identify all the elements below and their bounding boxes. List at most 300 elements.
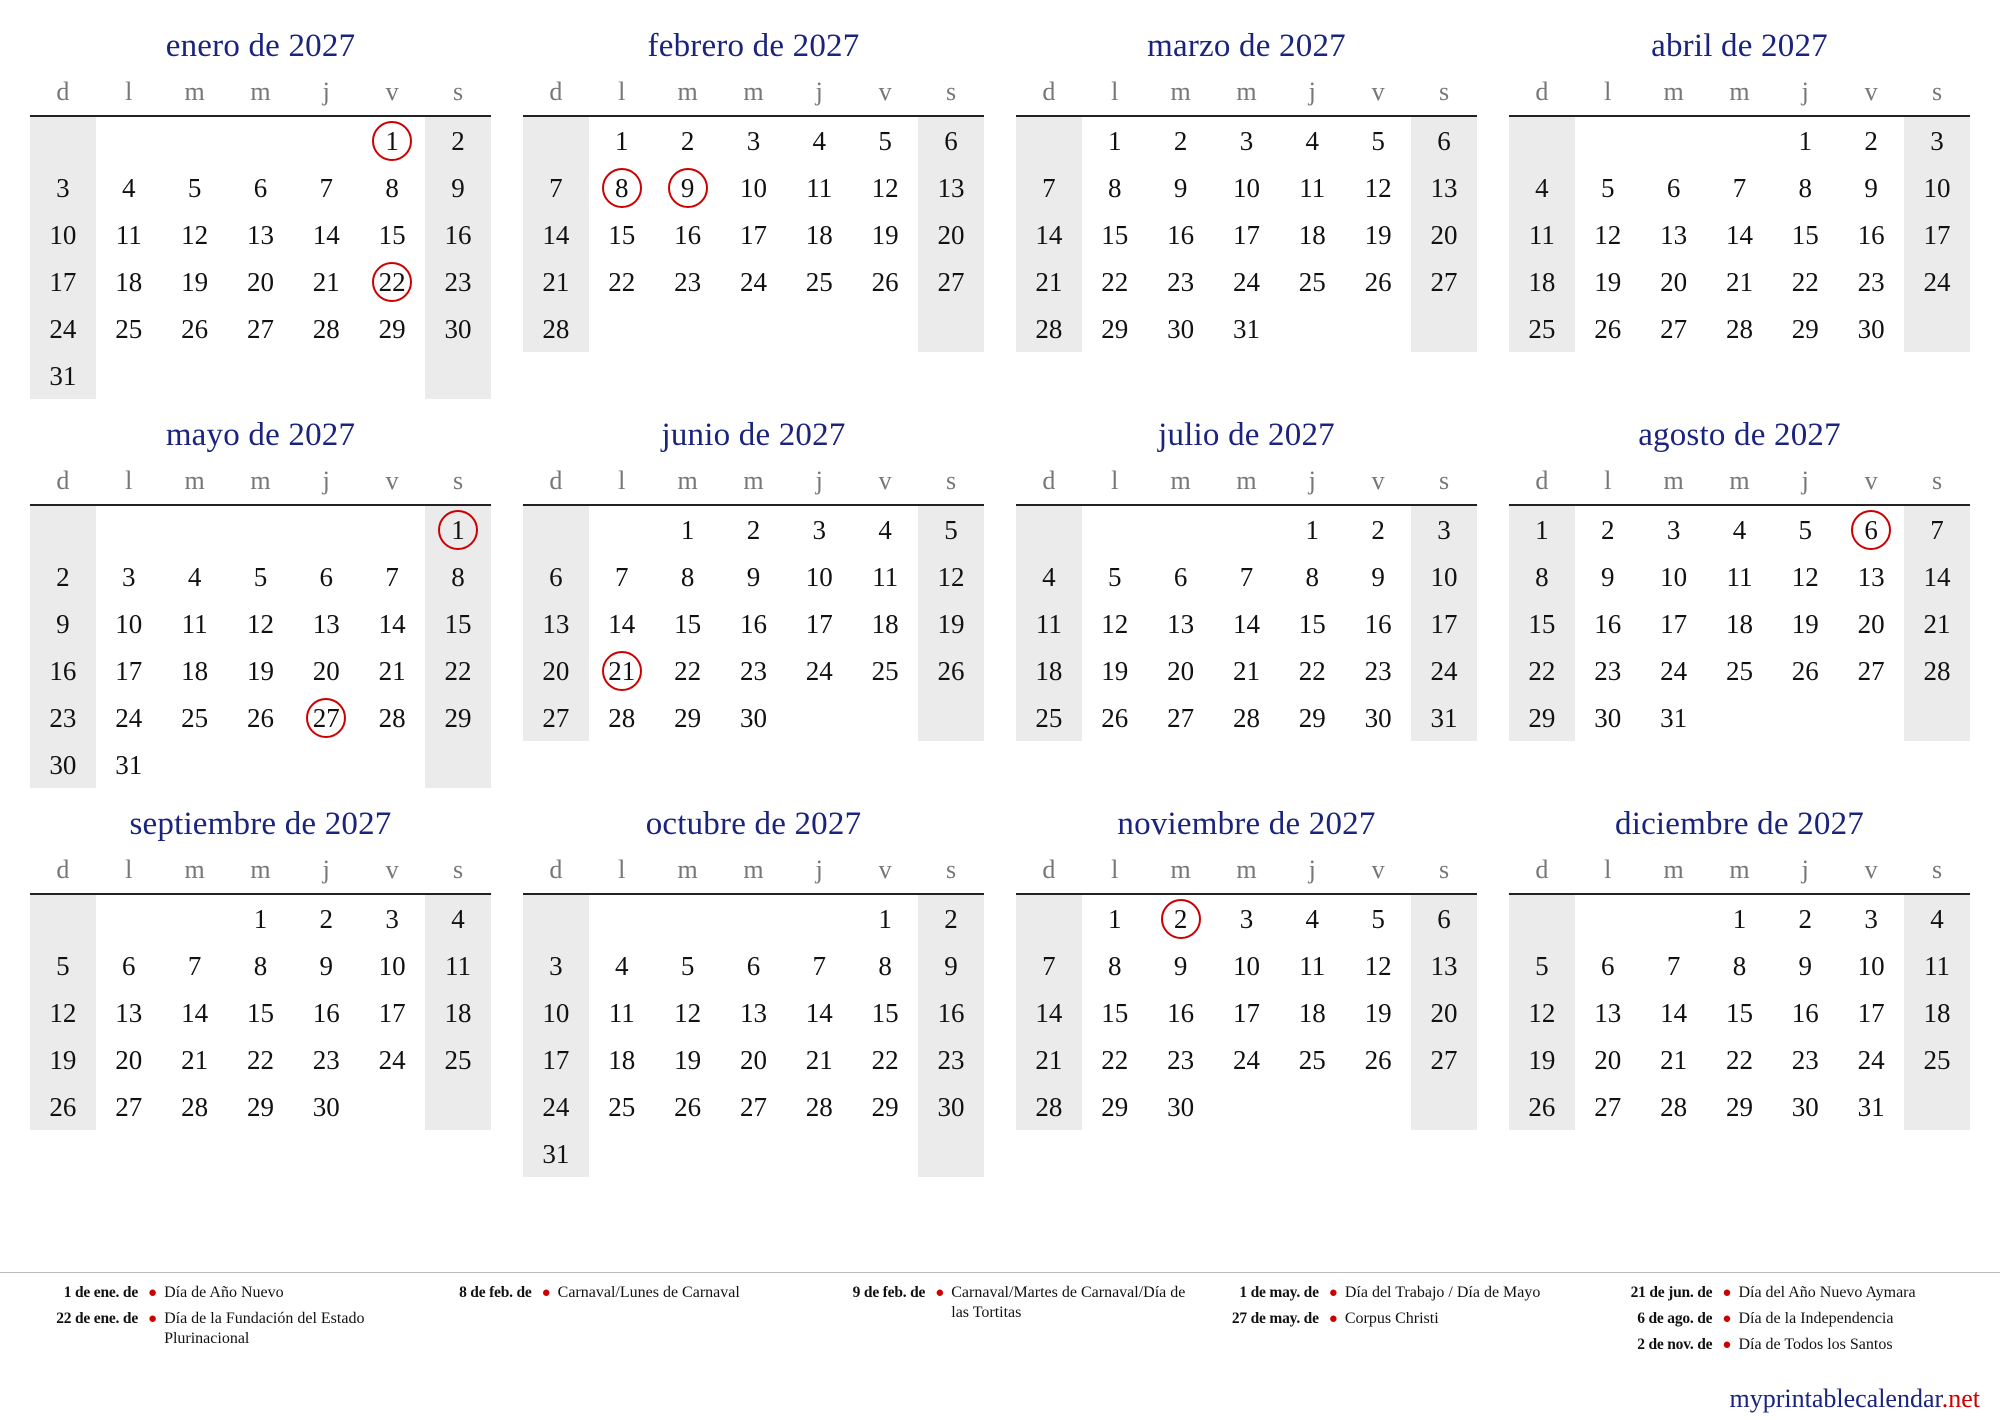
day-cell (228, 942, 294, 989)
day-cell (1838, 1083, 1904, 1130)
day-cell (1509, 505, 1575, 553)
weekday-header: m (743, 466, 764, 495)
weekday-header: s (1931, 855, 1943, 884)
day-cell-empty (1575, 894, 1641, 942)
day-number: 16 (1167, 219, 1195, 250)
day-cell (1411, 600, 1477, 647)
day-cell (228, 894, 294, 942)
day-number: 26 (1364, 1044, 1392, 1075)
holiday-dot-icon: ● (541, 1285, 551, 1301)
day-cell (30, 741, 96, 788)
day-number: 3 (1930, 125, 1944, 156)
day-cell (1214, 164, 1280, 211)
day-number: 1 (1798, 125, 1813, 156)
day-number: 22 (608, 266, 636, 297)
day-number: 23 (674, 266, 702, 297)
day-number: 27 (1167, 702, 1195, 733)
day-cell-empty (162, 116, 228, 164)
day-cell (1509, 647, 1575, 694)
day-number: 23 (444, 266, 472, 297)
day-cell (162, 553, 228, 600)
day-cell (1345, 647, 1411, 694)
day-number: 26 (49, 1091, 77, 1122)
day-cell (1082, 305, 1148, 352)
day-cell (1411, 116, 1477, 164)
day-number: 5 (1371, 903, 1385, 934)
day-cell (1345, 553, 1411, 600)
day-cell (1509, 211, 1575, 258)
weekday-header: v (1864, 77, 1878, 106)
day-cell (1148, 211, 1214, 258)
weekday-header: s (452, 855, 464, 884)
day-cell-empty (1016, 505, 1082, 553)
day-number: 11 (608, 997, 635, 1028)
day-cell (1641, 505, 1707, 553)
day-number: 1 (253, 903, 268, 934)
day-number: 1 (1108, 125, 1122, 156)
day-cell-empty (1345, 1083, 1411, 1130)
week-row (30, 1083, 491, 1130)
day-number: 9 (1864, 172, 1878, 203)
day-number: 21 (805, 1044, 833, 1075)
weekday-header: j (1801, 466, 1809, 495)
month-title: mayo de 2027 (165, 417, 356, 453)
week-row (1016, 258, 1477, 305)
day-cell (1082, 116, 1148, 164)
day-cell (852, 600, 918, 647)
day-cell-empty (1279, 1083, 1345, 1130)
day-cell (1509, 553, 1575, 600)
weekday-header: l (618, 77, 626, 106)
month-block (1493, 10, 1986, 399)
day-number: 23 (1791, 1044, 1819, 1075)
month-title: junio de 2027 (661, 417, 846, 453)
week-row (30, 741, 491, 788)
month-table (523, 464, 984, 741)
legend-column (410, 1283, 804, 1374)
day-cell (1345, 694, 1411, 741)
day-cell-empty (293, 505, 359, 553)
legend-date: 1 de may. de (1239, 1284, 1319, 1301)
day-cell (359, 211, 425, 258)
day-number: 30 (444, 313, 472, 344)
day-cell (96, 553, 162, 600)
day-cell (425, 505, 491, 553)
day-number: 1 (1732, 903, 1747, 934)
weekday-header: d (549, 855, 563, 884)
legend-date: 8 de feb. de (459, 1284, 532, 1301)
legend-holiday-name: Día del Trabajo / Día de Mayo (1344, 1284, 1541, 1301)
day-number: 14 (1232, 608, 1260, 639)
day-cell (162, 694, 228, 741)
day-cell (1411, 258, 1477, 305)
month-table (1016, 464, 1477, 741)
day-number: 21 (1660, 1044, 1688, 1075)
day-cell (918, 1036, 984, 1083)
day-number: 3 (1864, 903, 1878, 934)
day-number: 14 (1035, 997, 1063, 1028)
month-title: agosto de 2027 (1638, 417, 1841, 453)
day-number: 9 (319, 950, 334, 981)
month-title: febrero de 2027 (647, 28, 860, 64)
day-cell (523, 1130, 589, 1177)
day-number: 2 (56, 561, 70, 592)
day-cell (1772, 600, 1838, 647)
day-cell (786, 989, 852, 1036)
day-number: 11 (115, 219, 142, 250)
day-number: 15 (871, 997, 899, 1028)
day-number: 31 (1232, 313, 1260, 344)
site-brand (1729, 1384, 1980, 1414)
brand-tld: .net (1941, 1384, 1980, 1413)
day-number: 21 (602, 651, 642, 691)
day-cell (1214, 694, 1280, 741)
day-cell (359, 894, 425, 942)
legend-date: 1 de ene. de (63, 1284, 138, 1301)
day-cell (1838, 942, 1904, 989)
day-number: 13 (115, 997, 143, 1028)
day-cell (852, 258, 918, 305)
day-cell (786, 600, 852, 647)
day-cell (96, 647, 162, 694)
day-number: 9 (1601, 561, 1615, 592)
day-cell-empty (1509, 116, 1575, 164)
day-number: 9 (451, 172, 465, 203)
month-block (1493, 788, 1986, 1177)
week-row (1509, 989, 1970, 1036)
day-cell (589, 942, 655, 989)
weekday-header: m (250, 855, 271, 884)
day-cell (1345, 989, 1411, 1036)
day-number: 27 (1594, 1091, 1622, 1122)
day-number: 25 (1528, 313, 1556, 344)
day-number: 22 (246, 1044, 274, 1075)
day-number: 16 (1364, 608, 1392, 639)
day-cell (721, 505, 787, 553)
day-number: 4 (812, 125, 827, 156)
day-cell-empty (1641, 894, 1707, 942)
day-cell-empty (1641, 116, 1707, 164)
week-row (523, 1083, 984, 1130)
day-number: 3 (1666, 514, 1681, 545)
day-cell (228, 305, 294, 352)
day-cell (228, 1036, 294, 1083)
day-cell-empty (1148, 505, 1214, 553)
day-cell (918, 553, 984, 600)
legend-entry (1197, 1309, 1581, 1329)
day-cell (918, 647, 984, 694)
day-cell (786, 164, 852, 211)
week-row (1016, 600, 1477, 647)
day-cell (852, 505, 918, 553)
day-cell (1279, 553, 1345, 600)
day-cell (1509, 989, 1575, 1036)
day-cell (1214, 942, 1280, 989)
day-cell (1082, 211, 1148, 258)
day-cell (589, 211, 655, 258)
day-number: 13 (246, 219, 274, 250)
day-cell (1016, 1036, 1082, 1083)
day-number: 3 (1239, 903, 1254, 934)
day-cell (293, 211, 359, 258)
day-number: 20 (312, 655, 340, 686)
weekday-header: d (1042, 77, 1056, 106)
day-cell (721, 258, 787, 305)
day-cell (852, 1036, 918, 1083)
day-number: 25 (871, 655, 899, 686)
day-cell (293, 894, 359, 942)
day-number: 4 (1732, 514, 1747, 545)
weekday-header: d (1535, 466, 1549, 495)
day-number: 19 (1364, 997, 1392, 1028)
day-cell (918, 894, 984, 942)
weekday-header: j (322, 466, 330, 495)
day-cell (655, 600, 721, 647)
day-cell (30, 1083, 96, 1130)
month-title: noviembre de 2027 (1117, 806, 1376, 842)
day-cell (1772, 647, 1838, 694)
holiday-dot-icon: ● (935, 1285, 945, 1301)
day-number: 30 (1857, 313, 1885, 344)
day-cell-empty (721, 1130, 787, 1177)
day-cell (918, 116, 984, 164)
weekday-header: l (1111, 77, 1119, 106)
day-cell (655, 942, 721, 989)
legend-date: 21 de jun. de (1630, 1284, 1713, 1301)
day-number: 23 (49, 702, 77, 733)
day-cell-empty (425, 1083, 491, 1130)
day-cell (589, 116, 655, 164)
day-cell (721, 989, 787, 1036)
day-number: 31 (49, 360, 77, 391)
day-cell-empty (1016, 894, 1082, 942)
day-number: 30 (937, 1091, 965, 1122)
day-number: 6 (253, 172, 268, 203)
week-row (523, 647, 984, 694)
day-cell (96, 258, 162, 305)
day-cell (96, 1083, 162, 1130)
day-cell (96, 942, 162, 989)
day-cell (1345, 1036, 1411, 1083)
day-cell (721, 942, 787, 989)
day-number: 19 (1594, 266, 1622, 297)
day-number: 13 (739, 997, 767, 1028)
day-number: 4 (1535, 172, 1549, 203)
day-number: 12 (674, 997, 702, 1028)
day-number: 1 (680, 514, 695, 545)
day-number: 18 (1035, 655, 1063, 686)
day-number: 22 (871, 1044, 899, 1075)
day-cell (293, 647, 359, 694)
day-number: 24 (378, 1044, 406, 1075)
day-cell (918, 505, 984, 553)
day-cell (293, 164, 359, 211)
day-cell (425, 600, 491, 647)
day-number: 22 (1791, 266, 1819, 297)
day-number: 2 (1173, 125, 1188, 156)
weekday-header: m (184, 77, 205, 106)
day-cell-empty (655, 305, 721, 352)
day-cell (1575, 600, 1641, 647)
week-row (523, 942, 984, 989)
day-cell-empty (96, 505, 162, 553)
day-cell (1772, 116, 1838, 164)
day-number: 21 (1035, 1044, 1063, 1075)
day-cell (1016, 694, 1082, 741)
day-cell (1148, 1036, 1214, 1083)
day-number: 9 (56, 608, 70, 639)
week-row (1016, 694, 1477, 741)
day-number: 19 (1364, 219, 1392, 250)
weekday-header: j (1801, 855, 1809, 884)
weekday-header: m (1236, 466, 1257, 495)
day-number: 2 (746, 514, 761, 545)
day-number: 20 (1857, 608, 1885, 639)
day-number: 11 (445, 950, 472, 981)
day-number: 11 (1299, 172, 1326, 203)
day-cell (523, 553, 589, 600)
day-number: 6 (319, 561, 334, 592)
day-cell (1838, 647, 1904, 694)
day-cell (96, 211, 162, 258)
day-cell (589, 694, 655, 741)
day-cell-empty (786, 1130, 852, 1177)
day-cell-empty (918, 305, 984, 352)
day-cell (1509, 164, 1575, 211)
day-cell (1641, 1036, 1707, 1083)
day-number: 24 (1857, 1044, 1885, 1075)
day-cell (786, 116, 852, 164)
day-cell (852, 116, 918, 164)
day-cell (293, 1036, 359, 1083)
day-number: 17 (115, 655, 143, 686)
day-cell (1214, 894, 1280, 942)
day-number: 5 (1371, 125, 1385, 156)
day-number: 11 (1924, 950, 1951, 981)
weekday-header: d (549, 77, 563, 106)
day-number: 29 (1101, 1091, 1129, 1122)
week-row (523, 1130, 984, 1177)
day-cell (655, 211, 721, 258)
day-cell (1279, 647, 1345, 694)
day-number: 12 (871, 172, 899, 203)
day-cell (1904, 553, 1970, 600)
week-row (1509, 553, 1970, 600)
day-number: 19 (49, 1044, 77, 1075)
day-number: 31 (1857, 1091, 1885, 1122)
day-cell-empty (852, 694, 918, 741)
day-number: 3 (746, 125, 761, 156)
day-cell (1082, 164, 1148, 211)
day-cell-empty (852, 305, 918, 352)
week-row (1016, 505, 1477, 553)
day-number: 23 (312, 1044, 340, 1075)
day-number: 18 (1298, 219, 1326, 250)
day-cell (1707, 305, 1773, 352)
day-cell (1279, 694, 1345, 741)
weekday-header: j (815, 77, 823, 106)
day-number: 26 (1594, 313, 1622, 344)
week-row (523, 305, 984, 352)
day-cell (1641, 211, 1707, 258)
day-number: 8 (878, 950, 892, 981)
day-cell (30, 258, 96, 305)
week-row (1509, 600, 1970, 647)
day-number: 27 (1857, 655, 1885, 686)
day-number: 1 (372, 121, 412, 161)
day-cell (425, 894, 491, 942)
week-row (30, 211, 491, 258)
day-number: 29 (1791, 313, 1819, 344)
day-number: 13 (1594, 997, 1622, 1028)
day-cell (1904, 600, 1970, 647)
day-cell (293, 553, 359, 600)
day-number: 19 (1791, 608, 1819, 639)
day-cell-empty (1016, 116, 1082, 164)
weekday-header: m (1729, 77, 1750, 106)
day-cell (1214, 1036, 1280, 1083)
day-cell (1707, 1036, 1773, 1083)
day-number: 16 (49, 655, 77, 686)
day-cell (228, 694, 294, 741)
day-number: 26 (246, 702, 274, 733)
day-cell (1772, 305, 1838, 352)
day-cell (1707, 1083, 1773, 1130)
day-number: 4 (1042, 561, 1056, 592)
day-cell (162, 1083, 228, 1130)
day-number: 25 (444, 1044, 472, 1075)
weekday-header: v (1371, 77, 1385, 106)
day-cell (228, 647, 294, 694)
day-cell-empty (721, 305, 787, 352)
day-cell (852, 989, 918, 1036)
day-number: 30 (1167, 1091, 1195, 1122)
week-row (1509, 164, 1970, 211)
day-number: 19 (674, 1044, 702, 1075)
day-number: 4 (615, 950, 629, 981)
day-cell (1772, 894, 1838, 942)
day-cell (1082, 942, 1148, 989)
day-cell (1411, 211, 1477, 258)
weekday-header: j (815, 855, 823, 884)
day-number: 26 (674, 1091, 702, 1122)
week-row (30, 647, 491, 694)
day-number: 20 (246, 266, 274, 297)
day-cell (425, 258, 491, 305)
day-number: 20 (739, 1044, 767, 1075)
day-number: 14 (181, 997, 209, 1028)
day-number: 19 (1101, 655, 1129, 686)
day-cell-empty (1411, 305, 1477, 352)
day-number: 12 (1594, 219, 1622, 250)
day-cell (359, 647, 425, 694)
day-cell (1411, 942, 1477, 989)
weekday-header: m (1236, 855, 1257, 884)
day-number: 6 (1437, 125, 1451, 156)
day-cell (1214, 989, 1280, 1036)
day-cell (1016, 211, 1082, 258)
day-cell-empty (655, 1130, 721, 1177)
day-cell (589, 600, 655, 647)
day-cell (1707, 989, 1773, 1036)
day-cell-empty (228, 741, 294, 788)
day-number: 15 (1791, 219, 1819, 250)
month-block (14, 788, 507, 1177)
day-cell (1772, 211, 1838, 258)
day-number: 16 (674, 219, 702, 250)
day-cell (918, 1083, 984, 1130)
day-cell (359, 116, 425, 164)
